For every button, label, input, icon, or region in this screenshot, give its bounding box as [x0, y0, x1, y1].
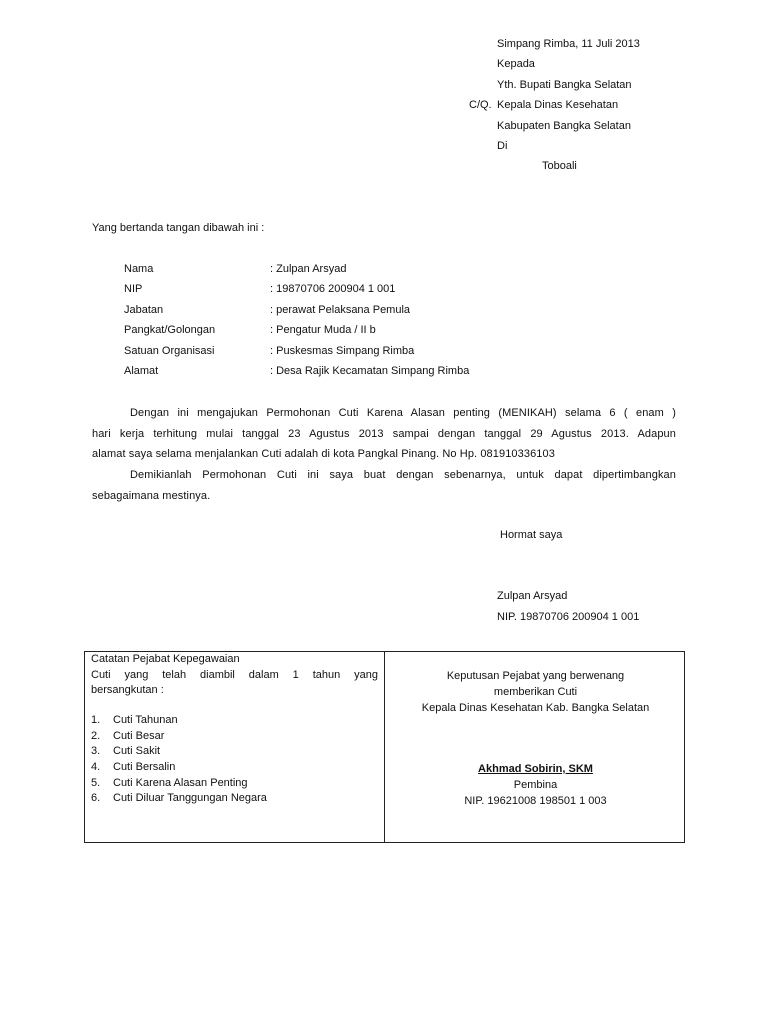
place-date: Simpang Rimba, 11 Juli 2013	[497, 38, 640, 50]
decision-line-1: Keputusan Pejabat yang berwenang	[446, 670, 625, 682]
list-item	[91, 744, 267, 760]
body-paragraph-1	[92, 403, 676, 465]
recipient-cq-prefix: C/Q.	[469, 99, 492, 111]
personnel-notes-title: Catatan Pejabat Kepegawaian	[91, 653, 240, 665]
official-rank: Pembina	[513, 779, 558, 791]
list-item	[91, 729, 267, 745]
list-item	[91, 776, 267, 792]
field-value-pangkat: : Pengatur Muda / II b	[270, 324, 376, 336]
personnel-notes-cell	[91, 652, 378, 699]
decision-line-2: memberikan Cuti	[493, 686, 578, 698]
field-label-alamat: Alamat	[124, 365, 159, 377]
list-item	[91, 760, 267, 776]
p1-line-3: alamat saya selama menjalankan Cuti adalah di kota Pangkal Pinang. No Hp. 081910336103	[92, 448, 555, 460]
list-item	[91, 713, 267, 729]
leave-taken-text-2: bersangkutan :	[91, 684, 164, 696]
approval-table	[84, 651, 685, 843]
list-item-label: Cuti Bersalin	[113, 761, 176, 774]
field-label-nip: NIP	[124, 283, 143, 295]
official-name: Akhmad Sobirin, SKM	[478, 763, 593, 775]
p2-line-1: Demikianlah Permohonan Cuti ini saya buat dengan sebenarnya, untuk dapat dipertimbangkan	[130, 469, 676, 481]
recipient-city: Toboali	[542, 160, 577, 172]
field-value-nama: : Zulpan Arsyad	[270, 263, 347, 275]
list-item-number: 6.	[91, 792, 101, 805]
field-label-nama: Nama	[124, 263, 154, 275]
recipient-di: Di	[497, 140, 508, 152]
list-item	[91, 791, 267, 807]
field-label-pangkat: Pangkat/Golongan	[124, 324, 216, 336]
p2-line-2: sebagaimana mestinya.	[92, 489, 211, 502]
recipient-kepada: Kepada	[497, 58, 535, 70]
p1-line-1: Dengan ini mengajukan Permohonan Cuti Karena Alasan penting (MENIKAH) selama 6 ( enam )	[130, 407, 676, 419]
list-item-label: Cuti Besar	[113, 729, 165, 742]
recipient-cq: Kepala Dinas Kesehatan	[497, 99, 619, 111]
decision-line-3: Kepala Dinas Kesehatan Kab. Bangka Selatan	[421, 702, 650, 714]
field-value-nip: : 19870706 200904 1 001	[270, 283, 396, 295]
list-item-label: Cuti Tahunan	[113, 714, 178, 726]
leave-taken-text: Cuti yang telah diambil dalam 1 tahun yang	[91, 668, 378, 681]
list-item-number: 3.	[91, 745, 101, 758]
intro-text: Yang bertanda tangan dibawah ini :	[92, 222, 265, 234]
list-item-number: 5.	[91, 776, 101, 789]
body-paragraph-2	[92, 465, 676, 506]
closing-text: Hormat saya	[500, 529, 563, 541]
list-item-label: Cuti Diluar Tanggungan Negara	[113, 792, 267, 805]
list-item-label: Cuti Sakit	[113, 745, 161, 758]
signer-nip: NIP. 19870706 200904 1 001	[497, 611, 640, 623]
field-value-alamat: : Desa Rajik Kecamatan Simpang Rimba	[270, 365, 470, 377]
list-item-number: 1.	[91, 714, 101, 726]
field-value-satuan: : Puskesmas Simpang Rimba	[270, 345, 415, 357]
field-label-jabatan: Jabatan	[124, 304, 164, 316]
official-nip: NIP. 19621008 198501 1 003	[464, 795, 607, 807]
recipient-kabupaten: Kabupaten Bangka Selatan	[497, 120, 631, 132]
recipient-yth: Yth. Bupati Bangka Selatan	[497, 79, 632, 91]
field-value-jabatan: : perawat Pelaksana Pemula	[270, 304, 411, 316]
list-item-number: 4.	[91, 761, 101, 774]
field-label-satuan: Satuan Organisasi	[124, 345, 215, 357]
p1-line-2: hari kerja terhitung mulai tanggal 23 Agustus 2013 sampai dengan tanggal 29 Agustus 2013. Adapun	[92, 427, 676, 440]
official-decision-cell	[385, 652, 686, 809]
list-item-number: 2.	[91, 729, 101, 742]
signer-name: Zulpan Arsyad	[497, 590, 568, 602]
leave-type-list	[91, 713, 267, 807]
list-item-label: Cuti Karena Alasan Penting	[113, 776, 248, 789]
